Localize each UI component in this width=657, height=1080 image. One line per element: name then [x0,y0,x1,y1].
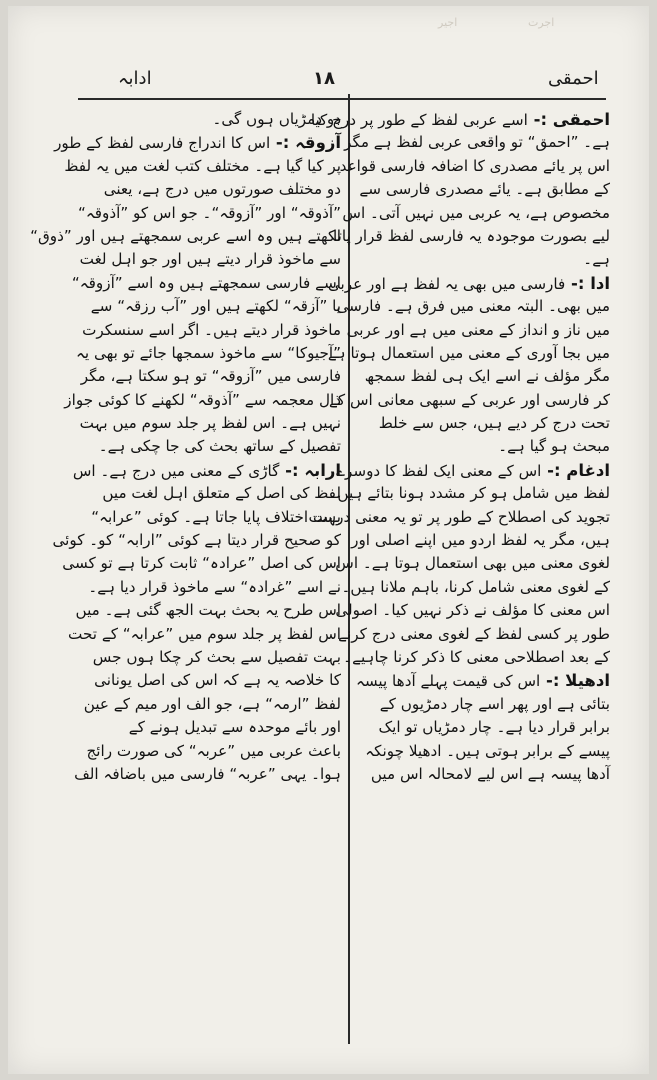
entry-text: مخصوص ہے، یہ عربی میں نہیں آتی۔ اس [342,203,610,222]
entry-line [85,295,341,318]
entry-text: نہیں ہے۔ اس لفظ پر جلد سوم میں بہت [79,414,341,433]
entry-text: اسے عربی لفظ کے طور پر درج کیا [310,111,528,129]
entry-line [344,131,610,154]
entry-text: آدھا پیسہ ہے اس لیے لامحالہ اس میں [370,764,610,783]
dictionary-entry [310,108,610,272]
dictionary-entry [85,108,341,131]
entry-text: ”آجیوکا“ سے ماخوذ سمجھا جائے تو بھی یہ [76,343,341,362]
entry-text: کو صحیح قرار دیتا ہے کوئی ”ارابہ“ کو۔ کوئی [52,531,341,550]
entry-text: سے ماخوذ قرار دیتے ہیں اور جو اہل لغت [79,250,341,269]
entry-line [85,435,341,458]
running-head-right: احمقی [548,68,599,89]
entry-text: تجوید کی اصطلاح کے طور پر تو یہ معنی درست [308,507,610,526]
entry-line [30,225,341,248]
entry-line [68,623,341,646]
entry-text: ذال معجمہ سے ”آذوقہ“ لکھنے کا کوئی جواز [64,390,341,409]
entry-text: اس کی اصل ”عرادہ“ ثابت کرتا ہے تو کسی [62,554,341,573]
entry-line [335,552,610,575]
entry-line [336,295,610,318]
entry-line [342,202,610,225]
entry-line [52,529,341,552]
entry-headword: ادا :- [565,273,610,293]
entry-line [85,716,341,739]
entry-text: مبحث ہو گیا ہے۔ [498,437,610,456]
entry-line [351,529,610,552]
dictionary-entry [355,669,610,786]
entry-line [308,506,610,529]
entry-text: اس لفظ پر جلد سوم میں ”عرابہ“ کے تحت [68,624,341,643]
entry-line [85,669,341,692]
entry-text: بہت اختلاف پایا جاتا ہے۔ کوئی ”عرابہ“ [91,507,341,526]
entry-line [327,342,610,365]
entry-line [338,623,610,646]
entry-line [75,599,341,622]
entry-line [332,225,610,248]
entry-text: ہیں، مگر یہ لفظ اردو میں اپنے اصلی اور [351,531,610,550]
entry-line [360,716,610,739]
running-head-left: ادابہ [118,68,152,89]
entry-text: اس کی قیمت پہلے آدھا پیسہ [355,672,541,691]
entry-text: برابر قرار دیا ہے۔ چار دمڑیاں تو ایک [378,718,610,737]
entry-text: ”آذوقہ“ اور ”آزوقہ“۔ جو اس کو ”آذوقہ“ [77,203,341,222]
entry-headword: ادھیلا :- [540,671,610,691]
entry-text: اس طرح یہ بحث بہت الجھ گئی ہے۔ میں [75,601,341,620]
entry-line [360,763,610,786]
entry-text: لفظ ”ارمہ“ ہے، جو الف اور میم کے عین [83,694,341,713]
entry-line [310,108,610,131]
entry-text: لغوی معنی میں بھی استعمال ہوتا ہے۔ اس [335,554,610,573]
entry-line [79,248,341,271]
page-number: ۱۸ [313,68,335,89]
entry-text: بہت تفصیل سے بحث کر چکا ہوں جس [92,647,341,666]
entry-text: لکھتے ہیں وہ اسے عربی سمجھتے ہیں اور ”ذوق“ [30,226,341,245]
entry-text: اور بائے موحدہ سے تبدیل ہونے کے [128,718,341,737]
entry-text: فارسی میں بھی یہ لفظ ہے اور عربی [327,274,566,293]
entry-line [336,459,610,482]
entry-line [360,248,610,271]
entry-line [76,342,341,365]
entry-headword: احمقی :- [527,110,610,129]
entry-line [85,108,341,131]
entry-line [360,178,610,201]
entry-text: لفظ میں شامل ہو کر مشدد ہونا بتائے ہیں۔ [328,484,610,503]
entry-line [85,506,341,529]
entry-text: کے لغوی معنی شامل کرنا، باہم ملانا ہیں۔ [341,577,610,596]
entry-text: میں بجا آوری کے معنی میں استعمال ہوتا ہے [327,343,610,362]
entry-text: میں ناز و انداز کے معنی میں ہے اور عربی [346,320,610,339]
entry-text: ماخوذ قرار دیتے ہیں۔ اگر اسے سنسکرت [82,320,341,339]
entry-line [335,599,610,622]
entry-text: تفصیل کے ساتھ بحث کی جا چکی ہے۔ [98,437,341,456]
entry-text: لیے بصورت موجودہ یہ فارسی لفظ قرار پاتا [332,226,610,245]
entry-text: اس کے معنی ایک لفظ کا دوسرے [336,461,542,480]
entry-line [343,646,610,669]
dictionary-entry [327,272,610,459]
entry-text: یا ”آزقہ“ لکھتے ہیں اور ”آب رزقہ“ سے [90,297,341,316]
entry-line [360,740,610,763]
entry-line [85,740,341,763]
entry-line [85,576,341,599]
entry-text: باعث عربی میں ”عربہ“ کی صورت رائج [86,741,341,760]
left-column [30,108,341,786]
entry-line [64,155,341,178]
entry-line [62,552,341,575]
dictionary-entry [52,459,341,786]
entry-text: فارسی میں ”آزوقہ“ تو ہو سکتا ہے، مگر [80,367,341,386]
entry-text: دو دمڑیاں ہوں گی۔ [212,110,341,128]
entry-line [85,482,341,505]
entry-text: کر فارسی اور عربی کے سبھی معانی اس کے [328,390,610,409]
bleed-through-text: اجرت [528,16,555,29]
entry-line [85,693,341,716]
entry-line [77,202,341,225]
entry-line [79,412,341,435]
entry-line [72,459,341,482]
entry-line [80,365,341,388]
entry-line [64,389,341,412]
entry-headword: ارابہ :- [279,460,341,480]
entry-line [339,155,610,178]
entry-text: گاڑی کے معنی میں درج ہے۔ اس [72,461,280,480]
entry-line [360,365,610,388]
bleed-through-text: اجیر [438,16,458,29]
entry-text: کا خلاصہ یہ ہے کہ اس کی اصل یونانی [94,671,341,690]
entry-line [360,412,610,435]
entry-text: اس معنی کا مؤلف نے ذکر نہیں کیا۔ اصولی [335,601,610,620]
book-page [8,6,649,1074]
entry-text: پیسے کے برابر ہوتی ہیں۔ ادھیلا چونکہ [365,741,610,760]
entry-text: نے اسے ”غرادہ“ سے ماخوذ قرار دیا ہے۔ [88,577,341,596]
entry-headword: آزوقہ :- [270,133,341,153]
entry-text: مگر مؤلف نے اسے ایک ہی لفظ سمجھ [364,367,610,386]
entry-text: اس پر یائے مصدری کا اضافہ فارسی قواعد [339,156,610,175]
entry-text: کے بعد اصطلاحی معنی کا ذکر کرنا چاہیے۔ [343,647,610,666]
entry-text: ہے۔ [583,250,610,269]
entry-headword: ادغام :- [541,460,610,480]
entry-text: طور پر کسی لفظ کے لغوی معنی درج کرنے [338,624,610,643]
entry-line [360,693,610,716]
entry-text: پر کیا گیا ہے۔ مختلف کتب لغت میں یہ لفظ [64,156,341,175]
entry-line [85,178,341,201]
entry-text: کے مطابق ہے۔ یائے مصدری فارسی سے [359,180,610,199]
entry-line [346,319,610,342]
dictionary-entry [30,131,341,458]
entry-line [341,576,610,599]
entry-text: لفظ کی اصل کے متعلق اہل لغت میں [102,484,341,503]
entry-line [74,763,341,786]
entry-text: ہے۔ ”احمق“ تو واقعی عربی لفظ ہے مگر [344,133,610,152]
entry-text: اس کا اندراج فارسی لفظ کے طور [54,134,271,153]
entry-text: میں بھی۔ البتہ معنی میں فرق ہے۔ فارسی [336,297,610,316]
entry-line [54,131,341,154]
entry-line [327,272,610,295]
entry-line [360,435,610,458]
entry-text: ہوا۔ یہی ”عربہ“ فارسی میں باضافہ الف [74,764,341,783]
entry-text: اسے فارسی سمجھتے ہیں وہ اسے ”آزوقہ“ [71,273,341,292]
entry-text: دو مختلف صورتوں میں درج ہے، یعنی [103,180,341,199]
entry-line [328,389,610,412]
entry-line [82,319,341,342]
entry-text: تحت درج کر دیے ہیں، جس سے خلط [378,414,610,433]
header-rule [78,98,606,100]
entry-line [85,646,341,669]
entry-line [71,272,341,295]
entry-text: بتائی ہے اور پھر اسے چار دمڑیوں کے [379,694,610,713]
entry-line [328,482,610,505]
entry-line [355,669,610,692]
